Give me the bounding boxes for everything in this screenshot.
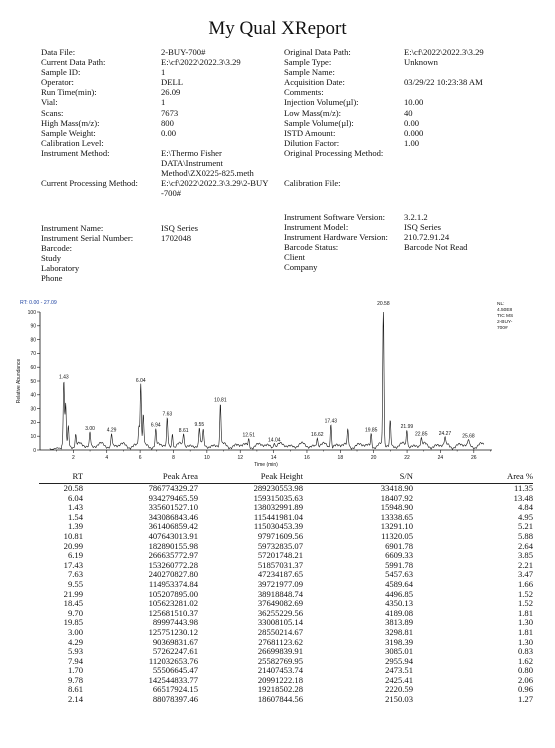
- table-cell: 138032991.89: [253, 502, 303, 513]
- meta-value: 800: [161, 117, 174, 128]
- table-cell: 125751230.12: [148, 626, 198, 637]
- peak-label: 22.85: [414, 431, 428, 438]
- meta-label: Operator:: [41, 77, 74, 88]
- meta-row: [284, 212, 544, 222]
- peak-label: 7.63: [162, 411, 173, 418]
- meta-row: [284, 158, 544, 168]
- table-cell: 33418.90: [380, 483, 413, 493]
- meta-row: [41, 108, 281, 118]
- meta-row: [284, 87, 544, 97]
- meta-row: [284, 108, 544, 118]
- meta-label: Injection Volume(µl):: [284, 97, 359, 108]
- metadata-right: [284, 47, 544, 188]
- meta-value: [404, 87, 544, 97]
- meta-label: Original Processing Method:: [284, 147, 384, 158]
- peak-label: 24.27: [438, 430, 452, 437]
- table-cell: 112032653.76: [148, 655, 198, 666]
- metadata-left: [41, 47, 281, 198]
- table-cell: 18607844.56: [257, 694, 303, 705]
- info-line: 4.50E8: [497, 308, 513, 313]
- y-tick-label: 100: [27, 309, 36, 316]
- table-cell: 27681123.62: [258, 636, 303, 647]
- meta-row: [284, 118, 544, 128]
- instrument-info-left: [41, 223, 281, 284]
- meta-row: [41, 118, 281, 128]
- meta-row: [284, 242, 544, 252]
- peak-label: 10.81: [214, 397, 227, 404]
- table-cell: 18407.92: [380, 492, 413, 503]
- table-cell: 28550214.67: [257, 626, 303, 637]
- peak-label: 4.29: [106, 427, 117, 434]
- peak-label: 9.55: [194, 421, 205, 428]
- meta-row: [284, 178, 544, 188]
- table-cell: 6609.33: [385, 550, 413, 561]
- meta-value: [404, 158, 544, 168]
- meta-row: [284, 138, 544, 148]
- meta-label: Dilution Factor:: [284, 137, 340, 148]
- meta-label: ISTD Amount:: [284, 127, 336, 138]
- table-cell: 5.93: [67, 646, 83, 657]
- meta-value: 7673: [161, 107, 179, 118]
- y-tick-label: 10: [30, 434, 36, 440]
- meta-label: Original Data Path:: [284, 47, 351, 57]
- x-tick-label: 10: [204, 455, 210, 461]
- table-cell: 3085.01: [385, 646, 413, 657]
- info-line: TIC MS: [497, 314, 514, 319]
- table-cell: 4.29: [67, 636, 83, 647]
- table-cell: 114953374.84: [148, 578, 198, 589]
- table-cell: 2.64: [517, 540, 533, 551]
- peak-label: 14.04: [268, 437, 281, 444]
- meta-value: E:\cf\2022\2022.3\3.29: [161, 57, 241, 68]
- table-cell: 1.39: [67, 521, 83, 532]
- table-cell: 5991.78: [385, 559, 413, 570]
- meta-label: Vial:: [41, 97, 58, 108]
- meta-label: [284, 168, 404, 178]
- table-cell: 2955.94: [385, 655, 413, 666]
- table-cell: 3298.81: [385, 626, 413, 637]
- table-cell: 2.21: [517, 559, 533, 570]
- x-tick-label: 24: [437, 455, 444, 461]
- table-cell: 51857031.37: [257, 559, 303, 570]
- table-cell: 20.99: [63, 540, 83, 551]
- meta-row: [284, 57, 544, 67]
- table-cell: 88078397.46: [152, 694, 198, 705]
- meta-value: 1: [161, 97, 166, 108]
- meta-label: Company: [284, 262, 318, 273]
- meta-label: Calibration File:: [284, 178, 341, 189]
- info-line: NL:: [497, 302, 505, 307]
- meta-label: Study: [41, 253, 62, 264]
- table-cell: 6.19: [67, 550, 83, 561]
- table-cell: 4189.08: [385, 607, 413, 618]
- meta-row: [41, 87, 281, 97]
- table-cell: 142544833.77: [148, 674, 198, 685]
- x-tick-label: 18: [337, 455, 344, 461]
- meta-label: [284, 158, 404, 168]
- meta-label: Instrument Hardware Version:: [284, 232, 388, 243]
- table-cell: 786774329.27: [148, 483, 198, 493]
- meta-label: Sample ID:: [41, 67, 81, 78]
- table-cell: 335601527.10: [148, 502, 198, 513]
- meta-row: [284, 128, 544, 138]
- meta-label: Phone: [41, 273, 63, 284]
- table-cell: 66517924.15: [152, 684, 198, 695]
- table-cell: 4589.64: [385, 578, 413, 589]
- meta-value: [161, 263, 281, 273]
- table-cell: 19218502.28: [257, 684, 303, 695]
- meta-value: [404, 148, 544, 158]
- table-cell: 39721977.09: [257, 578, 303, 589]
- y-tick-label: 40: [30, 392, 36, 399]
- rt-range-label: RT: 0.00 - 27.09: [20, 300, 57, 306]
- table-cell: 115441981.04: [253, 511, 303, 522]
- table-cell: 1.70: [67, 665, 83, 676]
- meta-value: 0.000: [404, 127, 424, 138]
- meta-value: 1702048: [161, 233, 192, 244]
- meta-value: 0.00: [161, 127, 177, 138]
- table-cell: 115030453.39: [253, 521, 303, 532]
- meta-label: Calibration Level:: [41, 137, 104, 148]
- table-cell: 26699839.91: [257, 646, 303, 657]
- table-cell: 15948.90: [380, 502, 413, 513]
- meta-label: High Mass(m/z):: [41, 117, 100, 128]
- y-tick-label: 70: [30, 351, 36, 358]
- meta-row: [41, 128, 281, 138]
- peak-table-body: [39, 484, 533, 705]
- table-cell: 57262247.61: [152, 646, 198, 657]
- meta-row: [284, 47, 544, 57]
- table-cell: 3813.89: [385, 617, 413, 628]
- column-header: Peak Area: [83, 470, 198, 484]
- table-cell: 0.96: [517, 684, 533, 695]
- x-tick-label: 8: [172, 455, 175, 461]
- table-cell: 5.88: [517, 530, 533, 541]
- table-cell: 11320.05: [381, 530, 413, 541]
- meta-value: [161, 273, 281, 283]
- meta-row: [41, 148, 281, 178]
- table-row: [39, 695, 533, 705]
- x-tick-label: 6: [138, 455, 142, 461]
- table-cell: 47234187.65: [257, 569, 303, 580]
- table-cell: 159315035.63: [253, 492, 303, 503]
- x-tick-label: 4: [105, 455, 109, 461]
- table-cell: 59732835.07: [257, 540, 303, 551]
- peak-label: 12.51: [242, 432, 255, 439]
- table-cell: 21.99: [63, 588, 83, 599]
- meta-row: [41, 263, 281, 273]
- meta-value: 10.00: [404, 97, 424, 108]
- meta-label: Current Data Path:: [41, 57, 106, 68]
- meta-row: [284, 148, 544, 158]
- table-cell: 1.30: [517, 636, 533, 647]
- table-cell: 3198.39: [385, 636, 413, 647]
- table-cell: 2.14: [67, 694, 83, 705]
- table-cell: 240270827.80: [148, 569, 198, 580]
- table-cell: 1.81: [517, 607, 533, 618]
- table-cell: 1.62: [517, 655, 533, 666]
- meta-label: Barcode Status:: [284, 242, 339, 253]
- table-cell: 343086843.46: [148, 511, 198, 522]
- meta-value: 40: [404, 107, 413, 118]
- table-cell: 3.47: [517, 569, 533, 580]
- meta-value: [404, 168, 544, 178]
- table-cell: 5457.63: [385, 569, 413, 580]
- meta-label: Laboratory: [41, 263, 80, 274]
- meta-value: DELL: [161, 77, 183, 88]
- meta-value: E:\cf\2022\2022.3\3.29\2-BUY -700#: [161, 178, 269, 199]
- table-cell: 6.04: [67, 492, 83, 503]
- meta-label: Scans:: [41, 107, 64, 118]
- column-header: S/N: [303, 470, 413, 484]
- peak-label: 6.94: [150, 422, 161, 429]
- meta-row: [284, 222, 544, 232]
- table-cell: 9.78: [67, 674, 83, 685]
- chromatogram-svg: [14, 296, 544, 468]
- meta-row: [41, 138, 281, 148]
- meta-value: 26.09: [161, 87, 181, 98]
- column-header: Area %: [413, 470, 533, 484]
- meta-row: [41, 233, 281, 243]
- table-cell: 55506645.47: [152, 665, 198, 676]
- meta-label: Sample Weight:: [41, 127, 96, 138]
- table-cell: 11.35: [513, 483, 533, 493]
- table-cell: 21407453.74: [257, 665, 303, 676]
- table-cell: 361406859.42: [148, 521, 198, 532]
- meta-label: Data File:: [41, 47, 76, 57]
- meta-value: [161, 253, 281, 263]
- peak-table-header: [39, 470, 533, 484]
- meta-label: Sample Type:: [284, 57, 332, 68]
- table-cell: 25582769.95: [257, 655, 303, 666]
- meta-row: [41, 223, 281, 233]
- peak-label: 20.58: [377, 301, 390, 308]
- table-cell: 2.06: [517, 674, 533, 685]
- meta-value: 1.00: [404, 137, 420, 148]
- peak-label: 6.04: [135, 377, 146, 384]
- table-cell: 2220.59: [385, 684, 413, 695]
- table-cell: 0.83: [517, 646, 533, 657]
- table-cell: 4350.13: [385, 598, 413, 609]
- x-axis-label: Time (min): [254, 462, 278, 468]
- meta-label: Instrument Serial Number:: [41, 233, 134, 244]
- meta-value: [404, 262, 544, 272]
- table-cell: 125681510.37: [148, 607, 198, 618]
- table-cell: 10.81: [63, 530, 83, 541]
- peak-label: 8.61: [178, 428, 189, 435]
- meta-label: Instrument Software Version:: [284, 212, 386, 222]
- meta-label: Comments:: [284, 87, 324, 98]
- meta-row: [284, 252, 544, 262]
- info-line: 700#: [497, 326, 508, 331]
- instrument-info-right: [284, 212, 544, 273]
- table-cell: 934279465.59: [148, 492, 198, 503]
- table-cell: 1.27: [517, 694, 533, 705]
- meta-label: Instrument Name:: [41, 223, 104, 233]
- peak-label: 19.85: [364, 427, 378, 434]
- meta-label: Client: [284, 252, 306, 263]
- table-cell: 37649082.69: [257, 598, 303, 609]
- x-tick-label: 2: [71, 455, 75, 461]
- column-header: RT: [39, 470, 83, 484]
- table-cell: 4.95: [517, 511, 533, 522]
- x-tick-label: 26: [471, 455, 477, 461]
- meta-value: [161, 243, 281, 253]
- meta-value: 210.72.91.24: [404, 232, 450, 243]
- table-cell: 2150.03: [385, 694, 413, 705]
- y-tick-label: 20: [30, 420, 36, 427]
- meta-value: Unknown: [404, 57, 438, 68]
- meta-label: Acquisition Date:: [284, 77, 345, 88]
- meta-row: [41, 57, 281, 67]
- table-cell: 89997443.98: [152, 617, 198, 628]
- meta-row: [41, 178, 281, 198]
- table-cell: 17.43: [63, 559, 83, 570]
- table-cell: 90369831.67: [152, 636, 198, 647]
- peak-label: 21.99: [400, 424, 414, 431]
- meta-value: 1: [161, 67, 166, 78]
- table-cell: 20991222.18: [257, 674, 303, 685]
- table-cell: 38918848.74: [257, 588, 303, 599]
- table-cell: 97971609.56: [257, 530, 303, 541]
- table-cell: 8.61: [67, 684, 83, 695]
- meta-row: [41, 253, 281, 263]
- meta-row: [284, 67, 544, 77]
- table-cell: 13338.65: [380, 511, 413, 522]
- table-cell: 1.81: [517, 626, 533, 637]
- meta-value: 0.00: [404, 117, 420, 128]
- meta-row: [284, 77, 544, 87]
- peak-label: 17.43: [324, 418, 338, 425]
- y-tick-label: 60: [30, 365, 36, 371]
- x-tick-label: 22: [404, 455, 410, 461]
- x-tick-label: 20: [370, 455, 377, 461]
- meta-row: [284, 262, 544, 272]
- table-cell: 153260772.28: [148, 559, 198, 570]
- meta-label: Run Time(min):: [41, 87, 97, 98]
- meta-value: 3.2.1.2: [404, 212, 428, 222]
- column-header: Peak Height: [198, 470, 303, 484]
- table-cell: 4.84: [517, 502, 533, 513]
- meta-value: ISQ Series: [161, 223, 198, 233]
- y-tick-label: 80: [30, 337, 36, 344]
- y-tick-label: 30: [30, 406, 36, 413]
- meta-row: [41, 67, 281, 77]
- meta-value: E:\Thermo Fisher DATA\Instrument Method\ZX0225-825.meth: [161, 147, 254, 179]
- meta-value: [161, 138, 281, 148]
- meta-row: [41, 273, 281, 283]
- peak-label: 1.43: [58, 374, 69, 381]
- meta-label: Sample Volume(µl):: [284, 117, 354, 128]
- table-cell: 1.54: [67, 511, 83, 522]
- meta-label: Barcode:: [41, 243, 73, 254]
- x-tick-label: 16: [304, 455, 310, 461]
- meta-value: ISQ Series: [404, 222, 441, 233]
- meta-value: [404, 252, 544, 262]
- peak-label: 16.62: [311, 432, 324, 439]
- y-tick-label: 50: [30, 378, 36, 385]
- table-cell: 266635772.97: [148, 550, 198, 561]
- table-cell: 1.66: [517, 578, 533, 589]
- table-cell: 7.63: [67, 569, 83, 580]
- table-cell: 4496.85: [385, 588, 413, 599]
- table-cell: 36255229.56: [257, 607, 303, 618]
- meta-label: Sample Name:: [284, 67, 335, 78]
- meta-row: [284, 97, 544, 107]
- table-cell: 13291.10: [380, 521, 413, 532]
- table-cell: 9.70: [67, 607, 83, 618]
- table-cell: 1.52: [517, 598, 533, 609]
- table-cell: 20.58: [63, 483, 83, 493]
- meta-row: [284, 168, 544, 178]
- peak-label: 3.00: [85, 425, 95, 432]
- table-cell: 1.52: [517, 588, 533, 599]
- table-cell: 1.30: [517, 617, 533, 628]
- table-cell: 6901.78: [385, 540, 413, 551]
- meta-value: [404, 178, 544, 188]
- table-cell: 2425.41: [385, 674, 413, 685]
- table-cell: 289230553.98: [253, 483, 303, 493]
- x-tick-label: 12: [237, 455, 244, 461]
- table-cell: 18.45: [63, 598, 83, 609]
- meta-value: [404, 67, 544, 77]
- meta-label: Instrument Method:: [41, 147, 110, 158]
- meta-label: Current Processing Method:: [41, 178, 138, 189]
- table-cell: 3.85: [517, 550, 533, 561]
- table-cell: 9.55: [67, 578, 83, 589]
- meta-value: 03/29/22 10:23:38 AM: [404, 77, 483, 88]
- table-cell: 105623281.02: [148, 598, 198, 609]
- x-tick-label: 14: [270, 455, 277, 461]
- meta-row: [41, 97, 281, 107]
- table-cell: 7.94: [67, 655, 83, 666]
- meta-value: E:\cf\2022\2022.3\3.29: [404, 47, 484, 57]
- table-cell: 1.43: [67, 502, 83, 513]
- meta-row: [284, 232, 544, 242]
- y-tick-label: 0: [33, 447, 36, 454]
- meta-row: [41, 47, 281, 57]
- meta-value: 2-BUY-700#: [161, 47, 206, 57]
- report-title: My Qual XReport: [208, 18, 347, 39]
- table-cell: 57201748.21: [257, 550, 303, 561]
- table-cell: 13.48: [513, 492, 533, 503]
- table-cell: 33008105.14: [257, 617, 303, 628]
- table-cell: 5.21: [517, 521, 533, 532]
- meta-label: Low Mass(m/z):: [284, 107, 342, 118]
- meta-row: [41, 243, 281, 253]
- peak-label: 25.68: [462, 433, 475, 440]
- y-axis-label: Relative Abundance: [16, 358, 22, 404]
- table-cell: 2473.51: [385, 665, 413, 676]
- table-cell: 0.80: [517, 665, 533, 676]
- table-cell: 3.00: [67, 626, 83, 637]
- meta-row: [41, 77, 281, 87]
- table-cell: 105207895.00: [148, 588, 198, 599]
- table-cell: 182890155.98: [148, 540, 198, 551]
- meta-value: Barcode Not Read: [404, 242, 468, 253]
- meta-label: Instrument Model:: [284, 222, 349, 233]
- table-cell: 407643013.91: [148, 530, 198, 541]
- peak-table: [39, 470, 533, 705]
- chromatogram: [14, 296, 544, 468]
- y-tick-label: 90: [30, 323, 36, 330]
- table-cell: 19.85: [63, 617, 83, 628]
- info-line: 2-BUY-: [497, 320, 513, 325]
